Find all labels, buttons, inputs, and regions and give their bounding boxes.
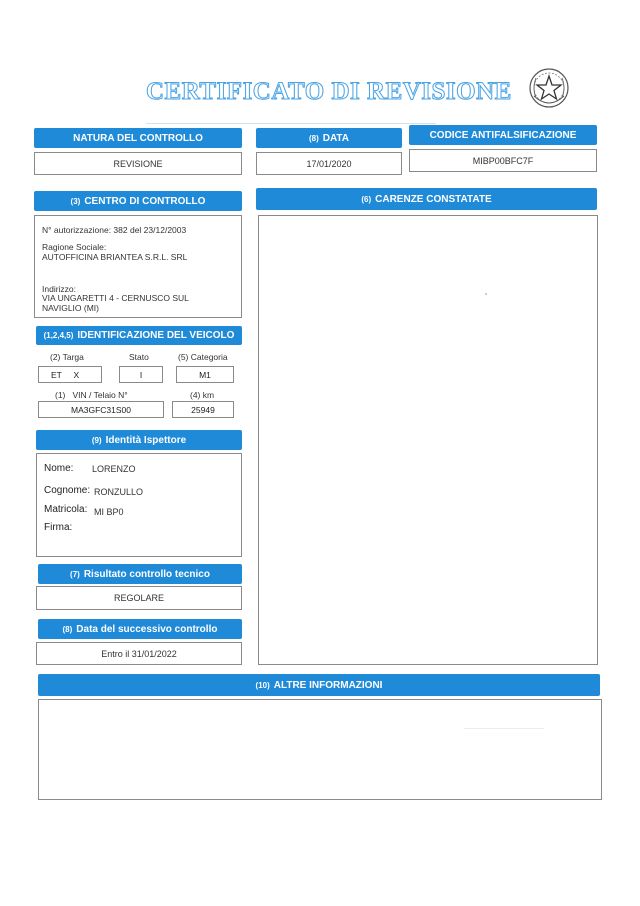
km-label: (4) km (190, 390, 215, 400)
natura-controllo-header (34, 128, 242, 148)
document-title: CERTIFICATO DI REVISIONE (146, 78, 512, 105)
successivo-controllo-field (36, 642, 242, 665)
natura-controllo-value: REVISIONE (113, 158, 163, 169)
altre-informazioni-box (38, 699, 602, 800)
data-value: 17/01/2020 (306, 158, 352, 169)
altre-header-number: (10) (255, 680, 270, 690)
cognome-value: RONZULLO (94, 487, 144, 497)
carenze-constatate-box (258, 215, 598, 665)
data-header-number: (8) (308, 133, 319, 143)
categoria-field: M1 (176, 366, 234, 383)
risultato-controllo-field (36, 586, 242, 610)
successivo-value: Entro il 31/01/2022 (101, 648, 177, 659)
indirizzo-line-2: NAVIGLIO (MI) (42, 303, 99, 313)
matricola-label: Matricola: (44, 504, 88, 515)
codice-value: MIBP00BFC7F (472, 155, 534, 166)
ragione-sociale-label: Ragione Sociale: (42, 242, 107, 252)
codice-antifalsificazione-field (409, 149, 597, 172)
carenze-constatate-header (256, 188, 597, 210)
data-header (256, 128, 402, 148)
cognome-label: Cognome: (44, 485, 91, 496)
scan-artifact-line (464, 728, 544, 729)
indirizzo-line-1: VIA UNGARETTI 4 - CERNUSCO SUL (42, 293, 189, 303)
centro-header-number: (3) (70, 196, 81, 206)
matricola-value: MI BP0 (94, 507, 124, 517)
title-underline (146, 123, 436, 124)
stato-field: I (119, 366, 163, 383)
vin-field: MA3GFC31S00 (38, 401, 164, 418)
risultato-controllo-header (38, 564, 242, 584)
successivo-header-number: (8) (62, 624, 73, 634)
identificazione-veicolo-header (36, 326, 242, 345)
stato-label: Stato (129, 352, 149, 362)
data-header-text: DATA (322, 132, 350, 144)
targa-field: ET X (38, 366, 102, 383)
nome-value: LORENZO (92, 464, 136, 474)
codice-antifalsificazione-header (409, 125, 597, 145)
categoria-label: (5) Categoria (178, 352, 228, 362)
ragione-sociale-value: AUTOFFICINA BRIANTEA S.R.L. SRL (42, 252, 188, 262)
risultato-header-number: (7) (70, 569, 80, 579)
centro-controllo-box (34, 215, 242, 318)
veicolo-header-number: (1,2,4,5) (43, 331, 74, 340)
altre-informazioni-header (38, 674, 600, 696)
centro-controllo-header (34, 191, 242, 211)
indirizzo-label: Indirizzo: (42, 284, 77, 294)
codice-header-text: CODICE ANTIFALSIFICAZIONE (429, 129, 577, 141)
ispettore-header-text: Identità Ispettore (105, 434, 187, 446)
natura-controllo-header-text: NATURA DEL CONTROLLO (73, 132, 203, 144)
risultato-value: REGOLARE (113, 593, 164, 603)
firma-label: Firma: (44, 522, 73, 533)
italian-republic-emblem-icon (527, 66, 571, 110)
successivo-header-text: Data del successivo controllo (76, 623, 218, 635)
altre-header-text: ALTRE INFORMAZIONI (273, 679, 383, 691)
veicolo-header-text: IDENTIFICAZIONE DEL VEICOLO (77, 330, 235, 341)
km-field: 25949 (172, 401, 234, 418)
ispettore-header-number: (9) (91, 435, 102, 445)
data-field (256, 152, 402, 175)
targa-label: (2) Targa (50, 352, 84, 362)
centro-header-text: CENTRO DI CONTROLLO (84, 195, 206, 207)
natura-controllo-field (34, 152, 242, 175)
identita-ispettore-box (36, 453, 242, 557)
successivo-controllo-header (38, 619, 242, 639)
autorizzazione-text: N° autorizzazione: 382 del 23/12/2003 (42, 225, 187, 235)
vin-label: (1) VIN / Telaio N° (55, 390, 128, 400)
risultato-header-text: Risultato controllo tecnico (83, 568, 210, 580)
carenze-header-text: CARENZE CONSTATATE (375, 193, 492, 205)
carenze-header-number: (6) (361, 194, 372, 204)
nome-label: Nome: (44, 463, 74, 474)
identita-ispettore-header (36, 430, 242, 450)
scan-speck (485, 293, 487, 295)
